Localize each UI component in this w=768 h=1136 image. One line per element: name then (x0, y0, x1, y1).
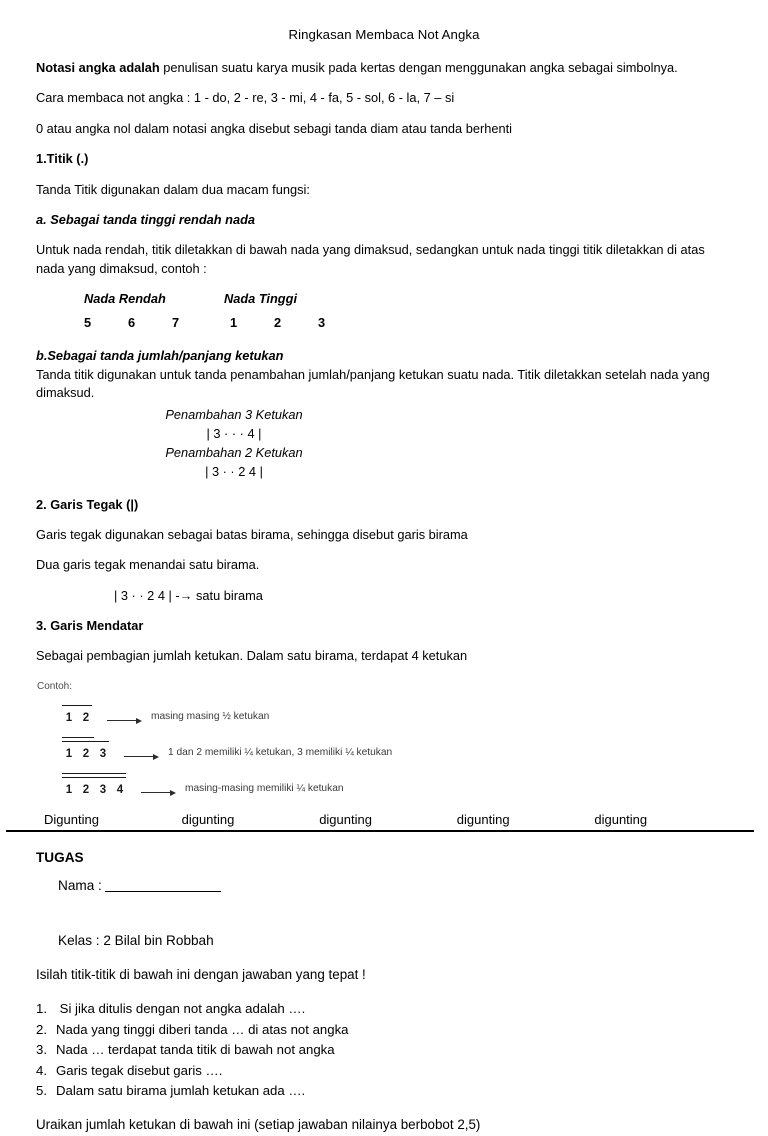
cut-label: digunting (456, 811, 510, 827)
notation-example-row (36, 776, 732, 798)
section-2-example: | 3 · · 2 4 | -→ satu birama (114, 587, 263, 603)
nada-tinggi-digit-1: 1 (230, 315, 238, 331)
notation-note: 3 (99, 783, 107, 796)
nada-tinggi-digit-3: 3 (318, 315, 326, 331)
nama-label: Nama : (58, 878, 102, 894)
nama-input-blank[interactable] (105, 879, 221, 892)
nada-tinggi-label: Nada Tinggi (224, 291, 297, 307)
kelas-field-row (36, 931, 732, 951)
notation-notes-group (62, 746, 110, 762)
notation-example-row (36, 740, 732, 762)
notation-note: 1 (65, 711, 73, 724)
question-item (36, 1020, 732, 1040)
beam-line (62, 773, 126, 774)
nada-rendah-label: Nada Rendah (84, 291, 166, 307)
cut-here-strip (0, 812, 768, 827)
question-text: Nada yang tinggi diberi tanda … di atas not angka (56, 1021, 349, 1037)
notation-notes-group (62, 710, 93, 726)
page-title: Ringkasan Membaca Not Angka (288, 27, 480, 42)
notation-note: 1 (65, 747, 73, 760)
notation-note: 3 (99, 747, 107, 760)
cut-label: digunting (319, 811, 372, 827)
beam-line (62, 705, 92, 706)
notation-note: 1 (65, 783, 73, 796)
tugas-section (0, 832, 768, 1136)
question-number: 1. (36, 1001, 47, 1017)
section-1-heading: 1.Titik (.) (36, 151, 89, 167)
notation-note: 4 (116, 783, 124, 796)
question-number: 2. (36, 1021, 47, 1037)
intro-lead-bold: Notasi angka adalah (36, 59, 160, 75)
section-2-line-2: Dua garis tegak menandai satu birama. (36, 557, 260, 573)
section-3-body: Sebagai pembagian jumlah ketukan. Dalam satu birama, terdapat 4 ketukan (36, 648, 468, 664)
beam-line (62, 741, 109, 742)
section-2-line-1: Garis tegak digunakan sebagai batas birama, sehingga disebut garis birama (36, 526, 468, 542)
arrow-right-icon (107, 718, 142, 724)
section-3-heading: 3. Garis Mendatar (36, 618, 144, 634)
nama-field-row (36, 876, 732, 896)
question-item (36, 999, 732, 1019)
cara-membaca-paragraph: Cara membaca not angka : 1 - do, 2 - re, 3 - mi, 4 - fa, 5 - sol, 6 - la, 7 – si (36, 90, 455, 106)
question-list (36, 999, 732, 1101)
nada-rendah-digit-3: 7 (172, 315, 180, 331)
kelas-value: 2 Bilal bin Robbah (103, 932, 214, 948)
question-text: Garis tegak disebut garis …. (56, 1062, 223, 1078)
question-number: 4. (36, 1062, 47, 1078)
question-item (36, 1040, 732, 1060)
intro-paragraph (36, 59, 732, 78)
penambahan-3-notation: | 3 · · · 4 | (206, 426, 262, 442)
nada-example-block (36, 290, 732, 332)
nada-tinggi-digit-2: 2 (274, 315, 282, 331)
section-2-heading: 2. Garis Tegak (|) (36, 496, 139, 512)
question-item (36, 1081, 732, 1101)
notation-note: 2 (82, 711, 90, 724)
penambahan-3-label: Penambahan 3 Ketukan (165, 406, 303, 422)
question-text: Dalam satu birama jumlah ketukan ada …. (56, 1083, 306, 1099)
nada-digits-row (84, 314, 732, 332)
arrow-right-icon (124, 754, 159, 760)
cut-label: digunting (181, 811, 235, 827)
cut-label: Digunting (44, 811, 99, 827)
kelas-label: Kelas : (58, 932, 100, 948)
notation-note: 2 (82, 747, 90, 760)
contoh-diagram-block (36, 680, 732, 798)
notation-explanation: masing-masing memiliki ¼ ketukan (185, 783, 344, 795)
notation-explanation: 1 dan 2 memiliki ¼ ketukan, 3 memiliki ¼ ketukan (168, 747, 393, 759)
question-item (36, 1061, 732, 1081)
beam-line (62, 777, 126, 778)
angka-nol-paragraph: 0 atau angka nol dalam notasi angka disebut sebagi tanda diam atau tanda berhenti (36, 120, 512, 136)
penambahan-2-notation: | 3 · · 2 4 | (205, 464, 263, 480)
question-text: Si jika ditulis dengan not angka adalah …. (56, 1001, 306, 1017)
question-number: 3. (36, 1042, 47, 1058)
arrow-right-icon (141, 790, 176, 796)
section-1a-heading: a. Sebagai tanda tinggi rendah nada (36, 212, 256, 228)
penambahan-2-label: Penambahan 2 Ketukan (165, 445, 303, 461)
notation-note: 2 (82, 783, 90, 796)
section-1b-body: Tanda titik digunakan untuk tanda penambahan jumlah/panjang ketukan suatu nada. Titik diletakkan setelah nada yang dimaksud. (36, 366, 710, 401)
isilah-prompt: Isilah titik-titik di bawah ini dengan jawaban yang tepat ! (36, 967, 366, 983)
cut-label: digunting (594, 811, 648, 827)
intro-lead-rest: penulisan suatu karya musik pada kertas dengan menggunakan angka sebagai simbolnya. (159, 59, 678, 75)
notation-example-row (36, 704, 732, 726)
contoh-label: Contoh: (37, 680, 73, 692)
section-1a-body: Untuk nada rendah, titik diletakkan di bawah nada yang dimaksud, sedangkan untuk nada tinggi titik diletakkan di atas nada yang dimaksud, contoh : (36, 242, 705, 276)
notation-explanation: masing masing ½ ketukan (151, 711, 270, 723)
beam-line (62, 737, 94, 738)
tugas-title: TUGAS (36, 849, 84, 865)
section-1b-heading: b.Sebagai tanda jumlah/panjang ketukan (36, 347, 284, 363)
nada-rendah-digit-1: 5 (84, 315, 92, 331)
question-text: Nada … terdapat tanda titik di bawah not angka (56, 1042, 335, 1058)
section-1-intro: Tanda Titik digunakan dalam dua macam fungsi: (36, 181, 310, 197)
nada-rendah-digit-2: 6 (128, 315, 136, 331)
closing-instruction: Uraikan jumlah ketukan di bawah ini (setiap jawaban nilainya berbobot 2,5) (36, 1117, 481, 1133)
question-number: 5. (36, 1083, 47, 1099)
nada-labels-row (84, 290, 732, 308)
notation-notes-group (62, 782, 127, 798)
